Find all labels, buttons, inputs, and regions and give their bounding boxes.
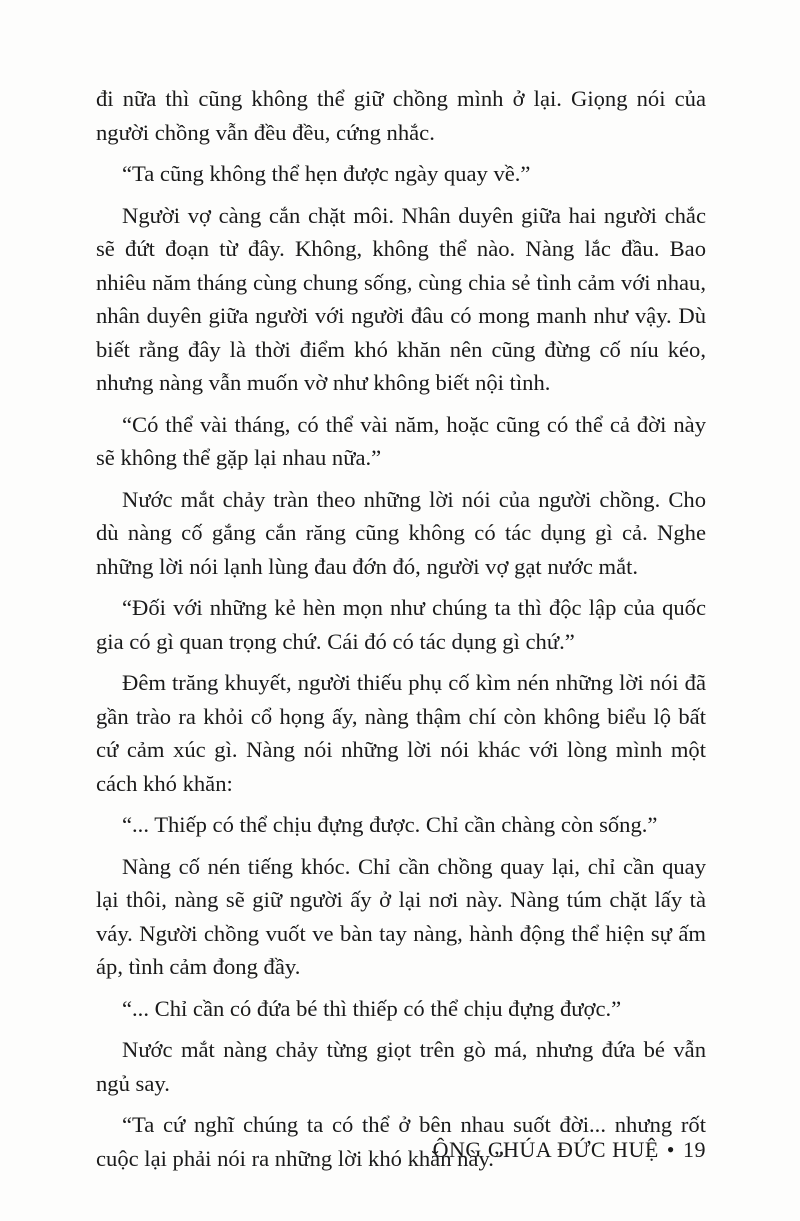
paragraph: “... Thiếp có thể chịu đựng được. Chỉ cần chàng còn sống.” xyxy=(122,812,658,837)
page-number: 19 xyxy=(683,1137,706,1162)
paragraph: “Đối với những kẻ hèn mọn như chúng ta thì độc lập của quốc gia có gì quan trọng chứ. Cái đó có tác dụng gì chứ.” xyxy=(96,595,706,654)
paragraph: “Có thể vài tháng, có thể vài năm, hoặc cũng có thể cả đời này sẽ không thể gặp lại nhau nữa.” xyxy=(96,411,706,470)
paragraph: Nước mắt chảy tràn theo những lời nói của người chồng. Cho dù nàng cố gắng cắn răng cũng không có tác dụng gì cả. Nghe những lời nói lạnh lùng đau đớn đó, người vợ gạt nước mắt. xyxy=(96,486,706,579)
paragraph: Người vợ càng cắn chặt môi. Nhân duyên giữa hai người chắc sẽ đứt đoạn từ đây. Không, không thể nào. Nàng lắc đầu. Bao nhiêu năm tháng cùng chung sống, cùng chia sẻ tình cảm với nhau, nhân duyên giữa người với người đâu có mong manh như vậy. Dù biết rằng đây là thời điểm khó khăn nên cũng đừng cố níu kéo, nhưng nàng vẫn muốn vờ như không biết nội tình. xyxy=(96,202,706,395)
paragraph: Nước mắt nàng chảy từng giọt trên gò má, nhưng đứa bé vẫn ngủ say. xyxy=(96,1037,706,1096)
chapter-title: ÔNG CHÚA ĐỨC HUỆ xyxy=(432,1137,659,1162)
footer-separator: • xyxy=(666,1137,675,1162)
paragraph: “... Chỉ cần có đứa bé thì thiếp có thể chịu đựng được.” xyxy=(122,995,622,1021)
paragraph: “Ta cũng không thể hẹn được ngày quay về.” xyxy=(122,161,531,186)
running-footer xyxy=(433,1137,706,1163)
paragraph: Nàng cố nén tiếng khóc. Chỉ cần chồng quay lại, chỉ cần quay lại thôi, nàng sẽ giữ người ấy ở lại nơi này. Nàng túm chặt lấy tà váy. Người chồng vuốt ve bàn tay nàng, hành động thể hiện sự ấm áp, tình cảm đong đầy. xyxy=(96,853,706,979)
paragraph: đi nữa thì cũng không thể giữ chồng mình ở lại. Giọng nói của người chồng vẫn đều đều, cứng nhắc. xyxy=(96,86,706,145)
page-body-text xyxy=(96,82,706,1183)
paragraph: “Ta cứ nghĩ chúng ta có thể ở bên nhau suốt đời... nhưng rốt cuộc lại phải nói ra những lời khó khăn này.” xyxy=(96,1112,706,1171)
paragraph: Đêm trăng khuyết, người thiếu phụ cố kìm nén những lời nói đã gần trào ra khỏi cổ họng ấy, nàng thậm chí còn không biểu lộ bất cứ cảm xúc gì. Nàng nói những lời nói khác với lòng mình một cách khó khăn: xyxy=(96,670,706,796)
